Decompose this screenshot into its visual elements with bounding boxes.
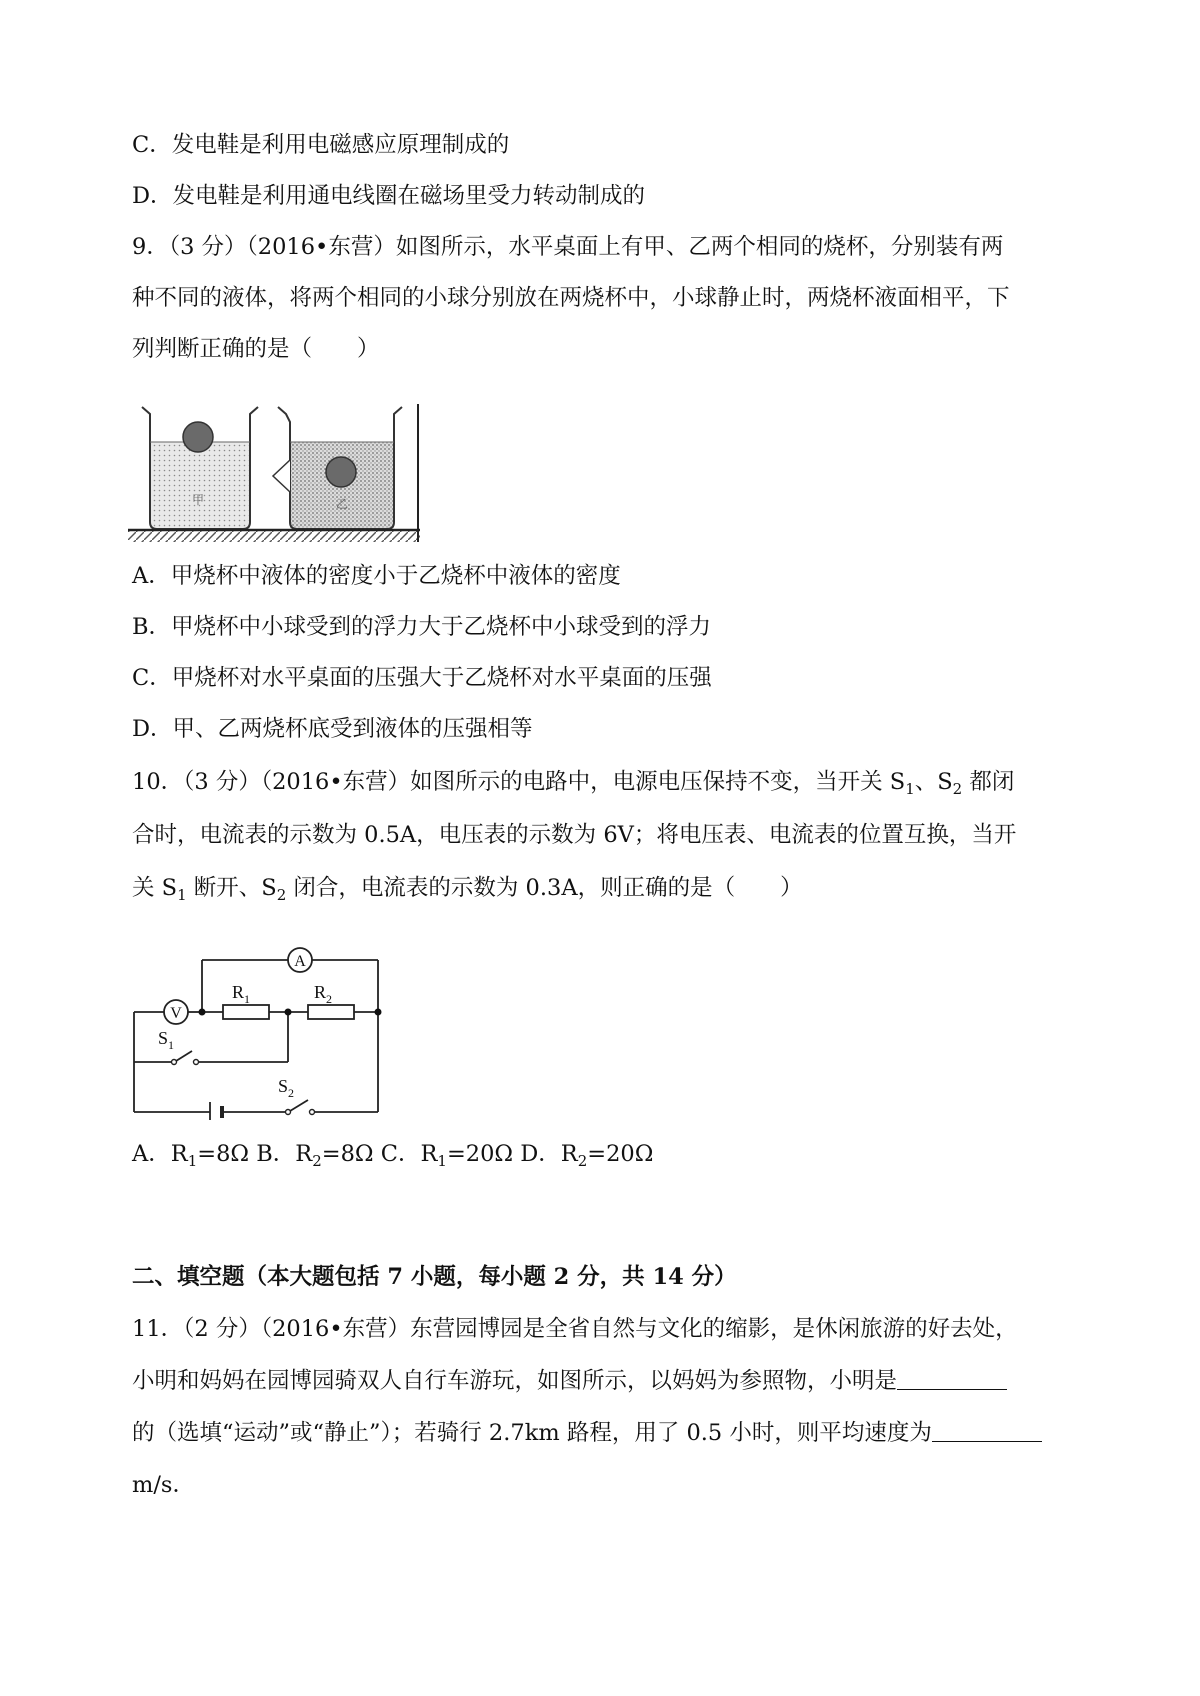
s2-label: $S_2$ <box>278 1076 295 1100</box>
s1-label: $S_1$ <box>158 1028 175 1052</box>
svg-text:V: V <box>170 1005 182 1022</box>
voltmeter-icon <box>164 1000 188 1024</box>
q10-stem-line2: 合时，电流表的示数为 0.5A，电压表的示数为 6V；将电压表、电流表的位置互换，当开 <box>132 822 1017 848</box>
q10-stem-line1: 10．（3 分）（2016•东营）如图所示的电路中，电源电压保持不变，当开关 $S_1$、$S_2$ 都闭 <box>132 769 1015 798</box>
q8-option-c: C．发电鞋是利用电磁感应原理制成的 <box>132 132 510 158</box>
resistor-r1 <box>223 1005 269 1019</box>
r1-label: $R_1$ <box>232 982 251 1006</box>
ball-left <box>183 422 213 452</box>
ball-right <box>326 457 356 487</box>
q11-line2: 小明和妈妈在园博园骑双人自行车游玩，如图所示，以妈妈为参照物，小明是 <box>132 1366 1007 1396</box>
q9-option-d: D．甲、乙两烧杯底受到液体的压强相等 <box>132 716 533 742</box>
beakers-figure <box>128 404 424 546</box>
section2-heading: 二、填空题（本大题包括 7 小题，每小题 2 分，共 14 分） <box>132 1264 737 1290</box>
switch-s1 <box>172 1051 199 1065</box>
battery-icon <box>210 1102 222 1120</box>
beaker-left <box>142 407 258 529</box>
q9-option-c: C．甲烧杯对水平桌面的压强大于乙烧杯对水平桌面的压强 <box>132 665 712 691</box>
q11-blank-1[interactable] <box>897 1367 1007 1390</box>
beaker-right-label: 乙 <box>335 497 349 511</box>
q11-line3: 的（选填“运动”或“静止”）；若骑行 2.7km 路程，用了 0.5 小时，则平均速度为 <box>132 1418 1042 1448</box>
resistor-r2 <box>308 1005 354 1019</box>
q9-stem-line2: 种不同的液体，将两个相同的小球分别放在两烧杯中，小球静止时，两烧杯液面相平，下 <box>132 285 1010 311</box>
circuit-diagram <box>128 940 390 1120</box>
q9-option-a: A．甲烧杯中液体的密度小于乙烧杯中液体的密度 <box>132 563 621 589</box>
q8-option-d: D．发电鞋是利用通电线圈在磁场里受力转动制成的 <box>132 183 646 209</box>
switch-s2 <box>286 1100 315 1115</box>
q10-options: A．$R_1=8\Omega$ B．$R_2=8\Omega$ C．$R_1=20\Omega$ D．$R_2=20\Omega$ <box>132 1141 654 1170</box>
q9-stem-line1: 9．（3 分）（2016•东营）如图所示，水平桌面上有甲、乙两个相同的烧杯，分别装有两 <box>132 234 1004 260</box>
q11-line1: 11．（2 分）（2016•东营）东营园博园是全省自然与文化的缩影，是休闲旅游的好去处， <box>132 1316 1018 1342</box>
r2-label: $R_2$ <box>314 982 333 1006</box>
q9-stem-line3: 列判断正确的是（ ） <box>132 336 380 362</box>
q11-blank-2[interactable] <box>932 1419 1042 1442</box>
q9-option-b: B．甲烧杯中小球受到的浮力大于乙烧杯中小球受到的浮力 <box>132 614 712 640</box>
beaker-left-label: 甲 <box>191 493 205 507</box>
q11-line4: m/s． <box>132 1472 195 1498</box>
q10-stem-line3: 关 $S_1$ 断开、$S_2$ 闭合，电流表的示数为 0.3A，则正确的是（ ） <box>132 875 803 904</box>
ammeter-icon <box>288 948 312 972</box>
table-hatch <box>128 530 420 542</box>
beaker-right <box>273 407 402 529</box>
svg-text:A: A <box>294 953 306 970</box>
